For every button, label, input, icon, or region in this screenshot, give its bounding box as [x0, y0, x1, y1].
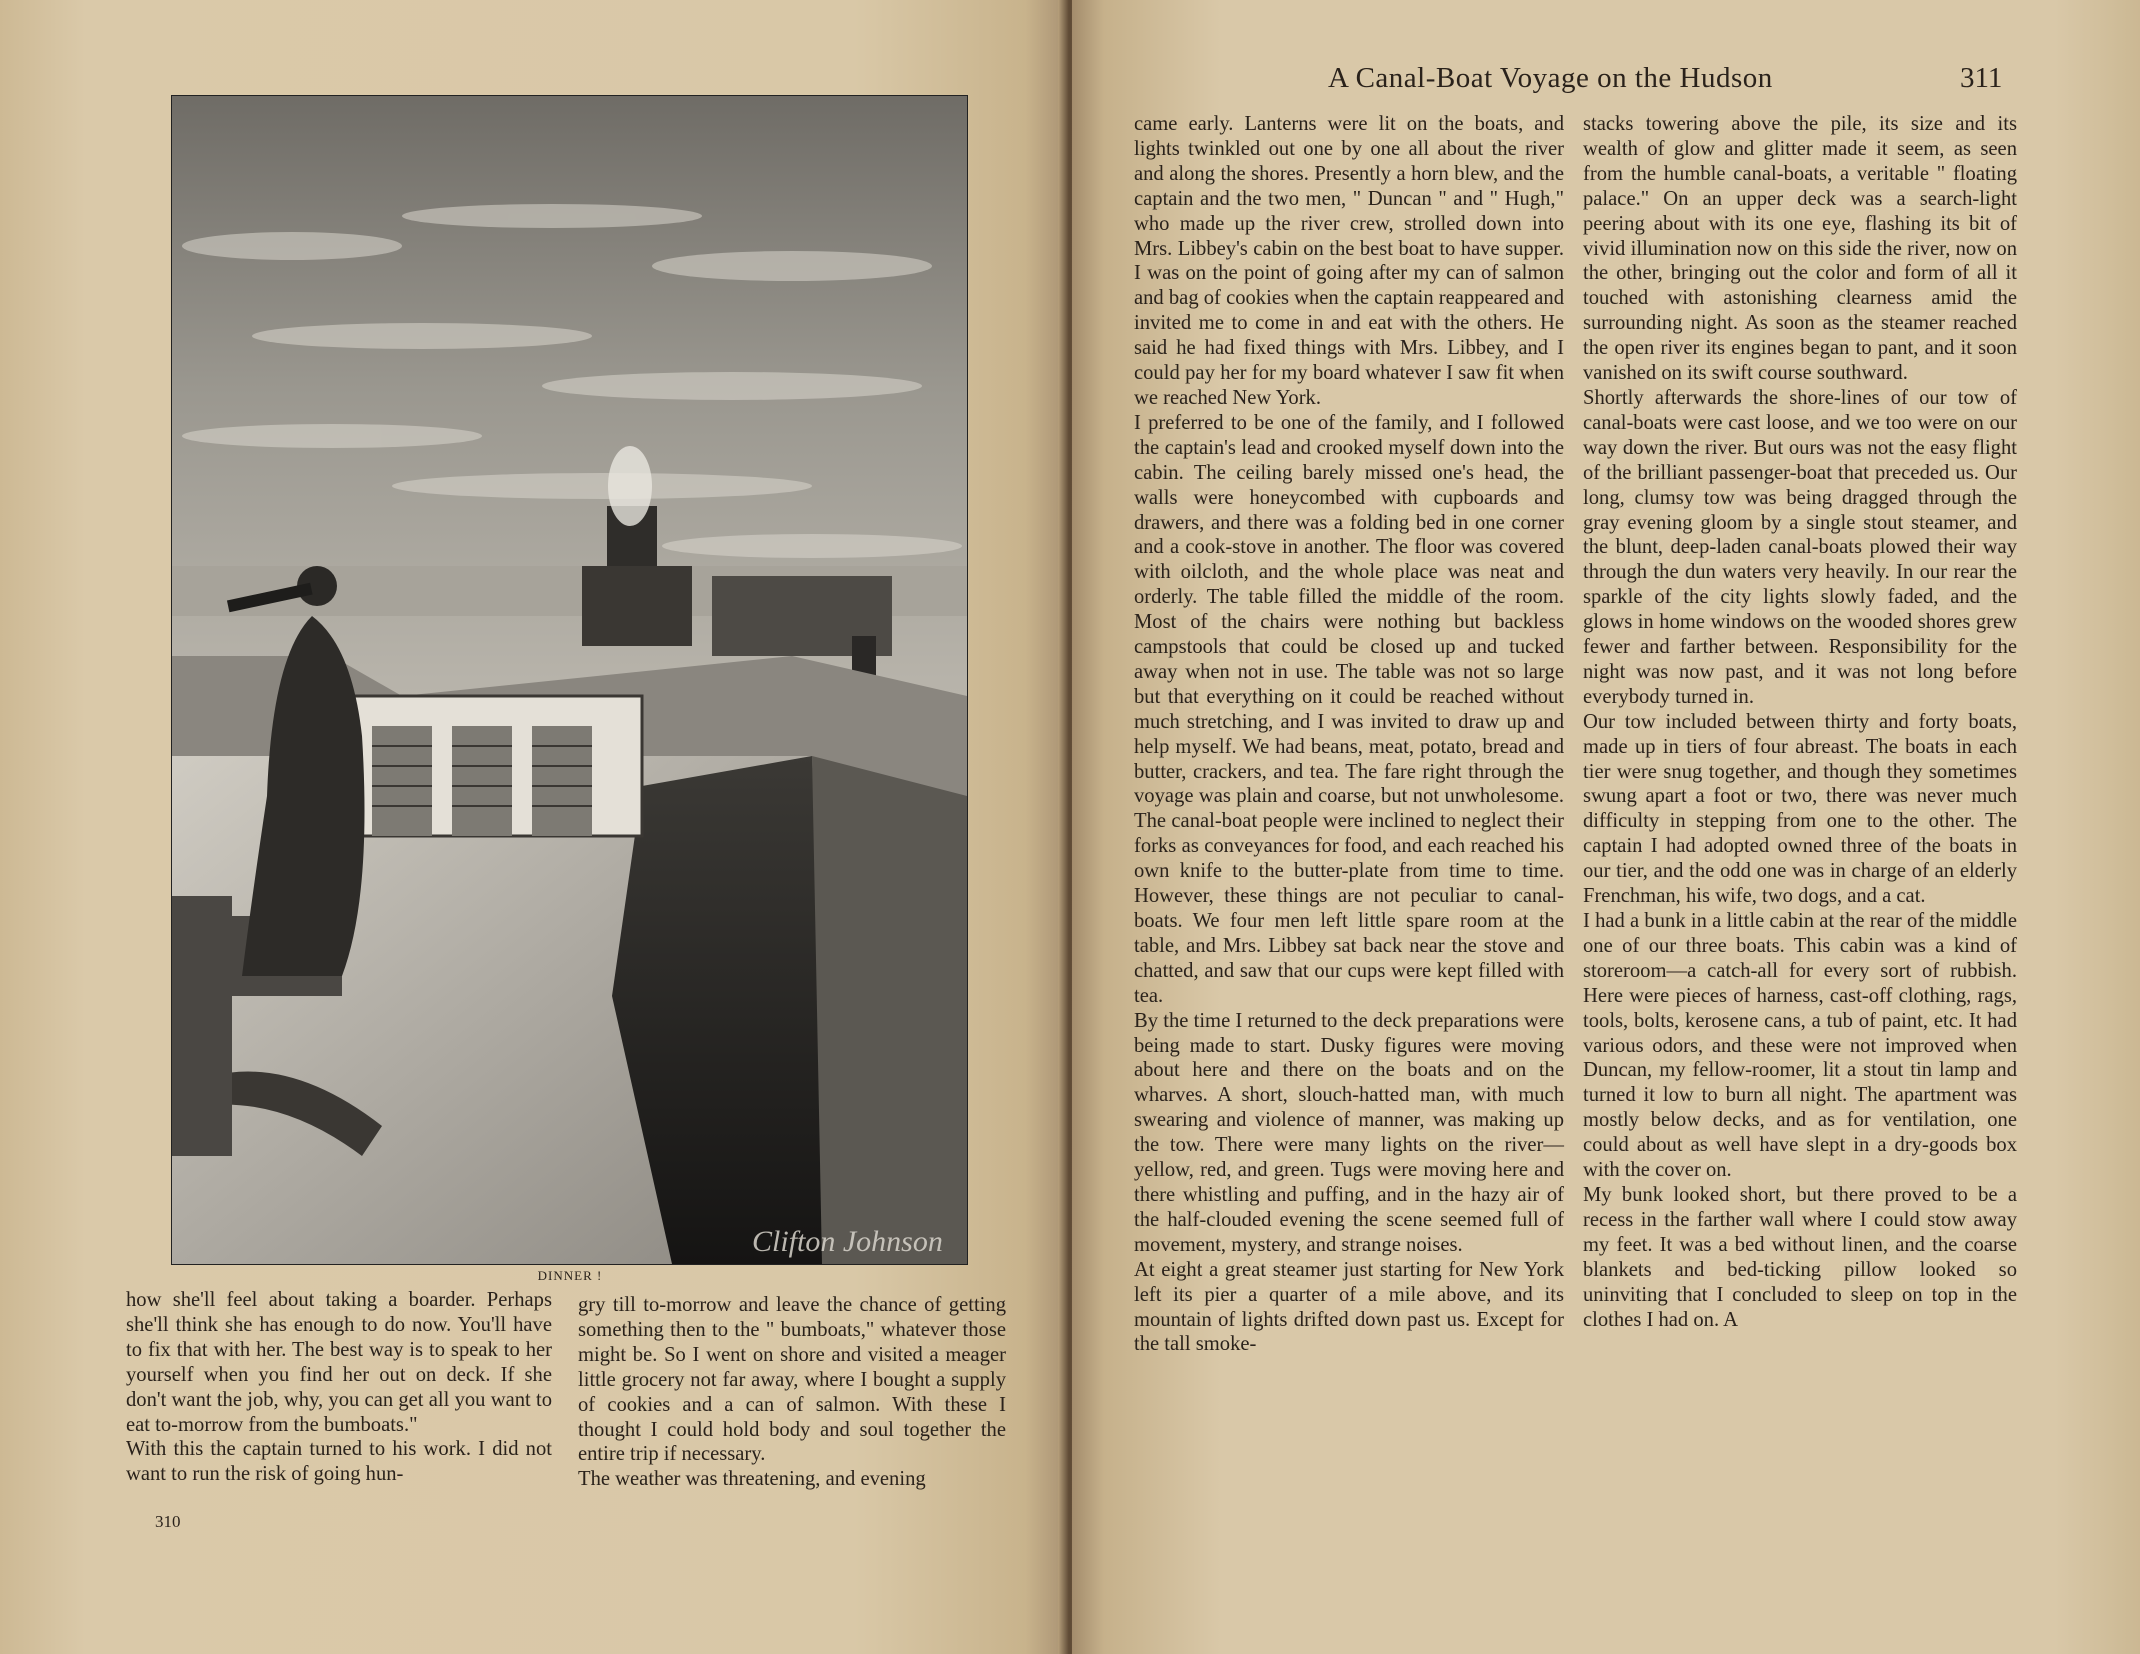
left-column-2: gry till to-morrow and leave the chance of getting something then to the " bumboats," whatever those might be. So I went on shore and visited a meager little grocery not far away, where I bought a supply of cookies and a can of salmon. With these I thought I could hold body and soul together the entire trip if necessary. The weather was threatening, and evening — [578, 1294, 1006, 1491]
illustration-caption: DINNER ! — [537, 1268, 603, 1283]
illustration-dinner — [171, 95, 968, 1265]
left-column-1: how she'll feel about taking a boarder. Perhaps she'll think she has enough to do now. You'll have to fix that with her. The best way is to speak to her yourself when you find her out on deck. If she don't want the job, why, you can get all you want to eat to-morrow from the bumboats." With this the captain turned to his work. I did not want to run the risk of going hun- — [126, 1289, 552, 1486]
right-column-1: came early. Lanterns were lit on the boats, and lights twinkled out one by one all about the river and along the shores. Presently a horn blew, and the captain and the two men, " Duncan " and " Hugh," who made up the river crew, strolled down into Mrs. Libbey's cabin on the best boat to have supper. I was on the point of going after my can of salmon and bag of cookies when the captain reappeared and invited me to come in and eat with the others. He said he had fixed things with Mrs. Libbey, and I could pay her for my board whatever I saw fit when we reached New York. I preferred to be one of the family, and I followed the captain's lead and crooked myself down into the cabin. The ceiling barely missed one's head, the walls were honeycombed with cupboards and drawers, and there was a folding bed in one corner and a cook-stove in another. The floor was covered with oilcloth, and the whole place was neat and orderly. The table filled the middle of the room. Most of the chairs were nothing but backless campstools that could be closed up and tucked away when not in use. The table was not so large but that everything on it could be reached without much stretching, and I was invited to draw up and help myself. We had beans, meat, potato, bread and butter, crackers, and tea. The fare right through the voyage was plain and coarse, but not unwholesome. The canal-boat people were inclined to neglect their forks as conveyances for food, and each reached his own knife to the butter-plate from time to time. However, these things are not peculiar to canal-boats. We four men left little spare room at the table, and Mrs. Libbey sat back near the stove and chatted, and saw that our cups were kept filled with tea. By the time I returned to the deck preparations were being made to start. Dusky figures were moving about here and there on the boats and on the wharves. A short, slouch-hatted man, with much swearing and violence of manner, was making up the tow. There were many lights on the river—yellow, red, and green. Tugs were moving here and there whistling and puffing, and in the hazy air of the half-clouded evening the scene seemed full of movement, mystery, and strange noises. At eight a great steamer just starting for New York left its pier a quarter of a mile above, and its mountain of lights drifted down past us. Except for the tall smoke- — [1134, 113, 1564, 1356]
artist-signature: Clifton Johnson — [752, 1225, 943, 1258]
right-page — [1072, 0, 2140, 1654]
right-column-2: stacks towering above the pile, its size and its wealth of glow and glitter made it seem, as seen from the humble canal-boats, a veritable " floating palace." On an upper deck was a search-light peering about with its one eye, flashing its bit of vivid illumination now on this side the river, now on the other, bringing out the color and form of all it touched with astonishing clearness amid the surrounding night. As soon as the steamer reached the open river its engines began to pant, and it soon vanished on its swift course southward. Shortly afterwards the shore-lines of our tow of canal-boats were cast loose, and we too were on our way down the river. But ours was not the easy flight of the brilliant passenger-boat that preceded us. Our long, clumsy tow was being dragged through the gray evening gloom by a single stout steamer, and the blunt, deep-laden canal-boats plowed their way through the dun waters very heavily. In our rear the sparkle of the city lights slowly faded, and the glows in home windows on the wooded shores grew fewer and farther between. Responsibility for the night was now past, and it was not long before everybody turned in. Our tow included between thirty and forty boats, made up in tiers of four abreast. The boats in each tier were snug together, and though they sometimes swung apart a foot or two, there was never much difficulty in stepping from one to the other. The captain I had adopted owned three of the boats in our tier, and the odd one was in charge of an elderly Frenchman, his wife, two dogs, and a cat. I had a bunk in a little cabin at the rear of the middle one of our three boats. This cabin was a kind of storeroom—a catch-all for every sort of rubbish. Here were pieces of harness, cast-off clothing, rags, tools, bolts, kerosene cans, a tub of paint, etc. It had various odors, and these were not improved when Duncan, my fellow-roomer, lit a stout tin lamp and turned it low to burn all night. The apartment was mostly below decks, and as for ventilation, one could about as well have slept in a dry-goods box with the cover on. My bunk looked short, but there proved to be a recess in the farther wall where I could stow away my feet. It was a bed without linen, and the coarse blankets and bed-ticking pillow looked so uninviting that I concluded to sleep on top in the clothes I had on. A — [1583, 113, 2017, 1331]
page-number-left: 310 — [155, 1512, 181, 1531]
running-title: A Canal-Boat Voyage on the Hudson — [1328, 62, 1773, 94]
canal-boat-photo — [172, 96, 967, 1264]
left-page — [0, 0, 1068, 1654]
page-number-right: 311 — [1960, 62, 2003, 94]
